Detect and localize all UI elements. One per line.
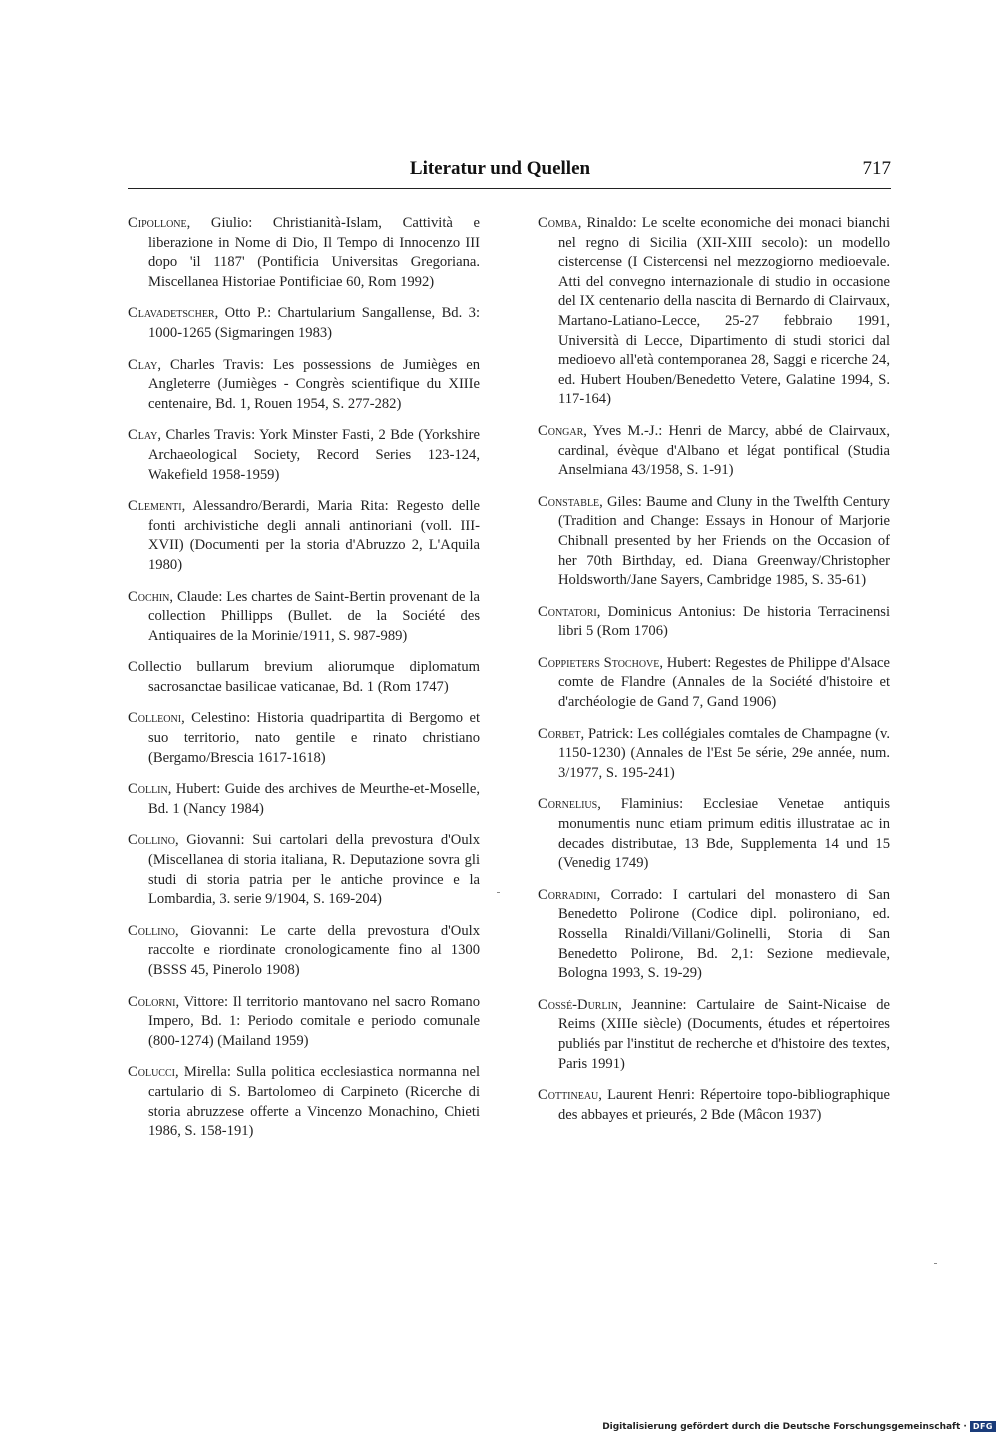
entry-text: , Yves M.-J.: Henri de Marcy, abbé de Clairvaux, cardinal, évèque d'Albano et légat pontifical (Studia Anselmiana 43/1958, S. 1-91) — [558, 422, 890, 479]
entry-text: , Giulio: Christianità-Islam, Cattività e liberazione in Nome di Dio, Il Tempo di Innocenzo III dopo 'il 1187' (Pontificia Universitas Gregoriana. Miscellanea Historiae Pontificiae 60, Rom 1992) — [148, 215, 480, 290]
entry-text: , Corrado: I cartulari del monastero di San Benedetto Polirone (Codice dipl. polironiano, ed. Rossella Rinaldi/Villani/Golinelli, Storia di San Benedetto Polirone, Bd. 2,1: Sezione medievale, Bologna 1993, S. 19-29) — [558, 886, 890, 982]
bibliography-entry — [128, 780, 480, 819]
page-number: 717 — [862, 158, 891, 179]
entry-author: Cochin — [128, 588, 170, 605]
bibliography-entry — [538, 725, 890, 784]
entry-author: Clay — [128, 356, 158, 373]
dfg-logo: DFG — [970, 1421, 996, 1432]
bibliography-entry — [538, 422, 890, 481]
left-column — [128, 214, 480, 1154]
bibliography-entry — [538, 886, 890, 984]
bibliography-entry — [128, 658, 480, 697]
bibliography-entry — [538, 996, 890, 1074]
entry-author: Cornelius — [538, 796, 598, 813]
entry-text: , Charles Travis: Les possessions de Jumièges en Angleterre (Jumièges - Congrès scientifique du XIIIe centenaire, Bd. 1, Rouen 1954, S. 277-282) — [148, 356, 480, 412]
bibliography-entry — [128, 922, 480, 981]
entry-author: Collino — [128, 832, 175, 849]
entry-author: Colucci — [128, 1064, 175, 1081]
bibliography-entry — [128, 993, 480, 1052]
entry-text: , Giles: Baume and Cluny in the Twelfth Century (Tradition and Change: Essays in Honour of Marjorie Chibnall presented by her Friends on the Occasion of her 70th Birthday, ed. Diana Greenway/Christopher Holdsworth/Jane Sayers, Cambridge 1985, S. 35-61) — [558, 493, 890, 589]
entry-text: , Giovanni: Sui cartolari della prevostura d'Oulx (Miscellanea di storia italiana, R. Deputazione sovra gli studi di storia patria per le antiche province e la Lombardia, 3. serie 9/1904, S. 169-204) — [148, 832, 480, 908]
entry-author: Cipollone — [128, 215, 187, 231]
bibliography-entry — [128, 304, 480, 343]
running-head-title: Literatur und Quellen — [409, 158, 591, 179]
entry-text: , Celestino: Historia quadripartita di Bergomo et suo territorio, nato gentile e rinato christiano (Bergamo/Brescia 1617-1618) — [148, 710, 480, 766]
entry-text: , Otto P.: Chartularium Sangallense, Bd. 3: 1000-1265 (Sigmaringen 1983) — [148, 305, 480, 341]
entry-author: Contatori — [538, 603, 597, 620]
bibliography-entry — [538, 214, 890, 410]
bibliography-entry — [128, 356, 480, 415]
bibliography-entry — [128, 426, 480, 485]
entry-author: Constable — [538, 493, 600, 510]
right-column — [538, 214, 890, 1137]
bibliography-entry — [128, 1063, 480, 1141]
entry-text: , Flaminius: Ecclesiae Venetae antiquis monumentis nunc etiam primum editis illustratae ac in decades distributae, 13 Bde, Supplementa 14 und 15 (Venedig 1749) — [558, 796, 890, 872]
header-rule — [128, 188, 891, 189]
entry-author: Cottineau — [538, 1087, 599, 1104]
entry-text: , Claude: Les chartes de Saint-Bertin provenant de la collection Phillipps (Bullet. de la Société des Antiquaires de la Morinie/1911, S. 987-989) — [148, 588, 480, 644]
scan-speck — [497, 892, 500, 893]
entry-author: Clay — [128, 427, 158, 444]
bibliography-entry — [538, 493, 890, 591]
entry-text: , Dominicus Antonius: De historia Terracinensi libri 5 (Rom 1706) — [558, 603, 890, 640]
entry-text: , Mirella: Sulla politica ecclesiastica normanna nel cartulario di S. Bartolomeo di Carpineto (Ricerche di storia abruzzese offerte a Vincenzo Monachino, Chieti 1986, S. 158-191) — [148, 1064, 480, 1140]
footer-text: Digitalisierung gefördert durch die Deutsche Forschungsgemeinschaft · — [602, 1421, 967, 1432]
entry-text: , Patrick: Les collégiales comtales de Champagne (v. 1150-1230) (Annales de l'Est 5e série, 29e année, num. 3/1977, S. 195-241) — [558, 725, 890, 781]
bibliography-entry — [538, 1086, 890, 1125]
bibliography-entry — [128, 709, 480, 768]
entry-author: Clavadetscher — [128, 305, 215, 322]
entry-text: , Vittore: Il territorio mantovano nel sacro Romano Impero, Bd. 1: Periodo comitale e periodo comunale (800-1274) (Mailand 1959) — [148, 993, 480, 1049]
bibliography-entry — [538, 654, 890, 713]
bibliography-entry — [128, 214, 480, 292]
bibliography-entry — [538, 603, 890, 642]
scan-speck — [934, 1263, 937, 1264]
entry-author: Congar — [538, 422, 584, 439]
entry-author: Corradini — [538, 886, 597, 903]
entry-text: , Jeannine: Cartulaire de Saint-Nicaise de Reims (XIIIe siècle) (Documents, études et répertoires publiés par l'institut de recherche et d'histoire des textes, Paris 1991) — [558, 996, 890, 1072]
entry-author: Corbet — [538, 725, 581, 742]
entry-text: , Hubert: Regestes de Philippe d'Alsace comte de Flandre (Annales de la Société d'histoire et d'archéologie de Gand 7, Gand 1906) — [558, 654, 890, 711]
bibliography-entry — [128, 588, 480, 647]
bibliography-entry — [538, 795, 890, 873]
entry-text: , Giovanni: Le carte della prevostura d'Oulx raccolte e riordinate cronologicamente fino al 1300 (BSSS 45, Pinerolo 1908) — [148, 922, 480, 978]
entry-author: Coppieters Stochove — [538, 654, 660, 671]
entry-author: Colleoni — [128, 710, 182, 727]
entry-author: Comba — [538, 215, 578, 231]
entry-author: Clementi — [128, 498, 182, 515]
entry-text: , Rinaldo: Le scelte economiche dei monaci bianchi nel regno di Sicilia (XII-XIII secolo): un modello cistercense (I Cistercensi nel mezzogiorno medioevale. Atti del convegno internazionale di studio in occasione del IX centenario della nascita di Bernardo di Clairvaux, Martano-Latiano-Lecce, 25-27 febbraio 1991, Università di Lecce, Dipartimento di studi storici dal medioevo all'età contemporanea 28, Saggi e ricerche 24, ed. Hubert Houben/Benedetto Vetere, Galatine 1994, S. 117-164) — [558, 215, 890, 408]
entry-author: Collino — [128, 922, 175, 939]
entry-author: Colorni — [128, 993, 176, 1010]
entry-text: , Laurent Henri: Répertoire topo-bibliographique des abbayes et prieurés, 2 Bde (Mâcon 1937) — [558, 1087, 890, 1123]
entry-author: Cossé-Durlin — [538, 996, 619, 1013]
entry-text: , Hubert: Guide des archives de Meurthe-et-Moselle, Bd. 1 (Nancy 1984) — [148, 781, 480, 817]
bibliography-entry — [128, 831, 480, 909]
digitization-footer — [602, 1421, 996, 1432]
entry-text: , Charles Travis: York Minster Fasti, 2 Bde (Yorkshire Archaeological Society, Record Series 123-124, Wakefield 1958-1959) — [148, 427, 480, 483]
bibliography-entry — [128, 497, 480, 575]
entry-author: Collin — [128, 781, 168, 798]
entry-text: Collectio bullarum brevium aliorumque diplomatum sacrosanctae basilicae vaticanae, Bd. 1 (Rom 1747) — [128, 659, 480, 695]
entry-text: , Alessandro/Berardi, Maria Rita: Regesto delle fonti archivistiche degli annali antinoriani (voll. III-XVII) (Documenti per la storia d'Abruzzo 2, L'Aquila 1980) — [148, 498, 480, 573]
